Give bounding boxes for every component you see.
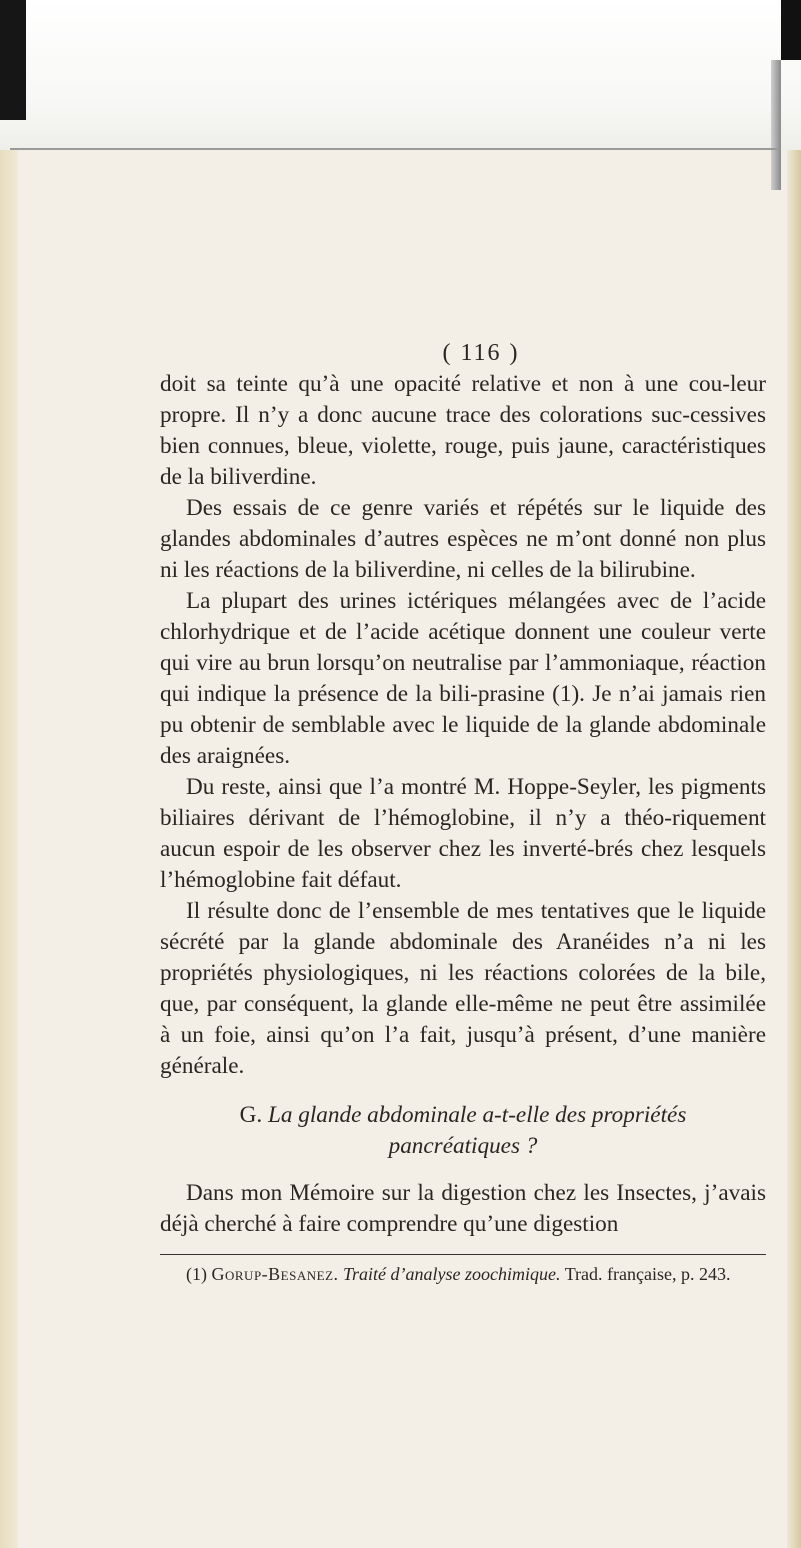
footnote — [160, 1263, 766, 1286]
paragraph-1: doit sa teinte qu’à une opacité relative et non à une cou-leur propre. Il n’y a donc aucune trace des colorations suc-cessives bien connues, bleue, violette, rouge, puis jaune, caractéristiques de la biliverdine. — [160, 371, 766, 490]
footnote-rest: Trad. française, p. 243. — [564, 1264, 731, 1284]
scan-artifact-right — [781, 0, 801, 60]
footnote-rule — [160, 1254, 766, 1255]
section-heading — [160, 1100, 766, 1162]
page-number: ( 116 ) — [442, 340, 520, 366]
page-top-edge — [10, 148, 780, 150]
section-title-line-2: pancréatiques ? — [388, 1133, 538, 1159]
book-page — [160, 340, 766, 1286]
closing-paragraph: Dans mon Mémoire sur la digestion chez les Insectes, j’avais déjà cherché à faire comprendre qu’une digestion — [160, 1180, 766, 1237]
paragraph-2: Des essais de ce genre variés et répétés sur le liquide des glandes abdominales d’autres espèces ne m’ont donné non plus ni les réactions de la biliverdine, ni celles de la bilirubine. — [160, 495, 766, 583]
footnote-marker: (1) — [186, 1264, 207, 1284]
scan-artifact-fold — [771, 60, 781, 190]
section-letter: G. — [239, 1102, 263, 1128]
footnote-title: Traité d’analyse zoochimique. — [343, 1264, 561, 1284]
paragraph-5: Il résulte donc de l’ensemble de mes tentatives que le liquide sécrété par la glande abdominale des Aranéides n’a ni les propriétés physiologiques, ni les réactions colorées de la bile, que, par conséquent, la glande elle-même ne peut être assimilée à un foie, ainsi qu’on l’a fait, jusqu’à présent, d’une manière générale. — [160, 898, 766, 1079]
paragraph-4: Du reste, ainsi que l’a montré M. Hoppe-Seyler, les pigments biliaires dérivant de l’hémoglobine, il n’y a théo-riquement aucun espoir de les observer chez les inverté-brés chez lesquels l’hémoglobine fait défaut. — [160, 774, 766, 893]
page-edge-right — [787, 150, 801, 1548]
paragraph-3: La plupart des urines ictériques mélangées avec de l’acide chlorhydrique et de l’acide acétique donnent une couleur verte qui vire au brun lorsqu’on neutralise par l’ammoniaque, réaction qui indique la présence de la bili-prasine (1). Je n’ai jamais rien pu obtenir de semblable avec le liquide de la glande abdominale des araignées. — [160, 588, 766, 769]
section-title-line-1: La glande abdominale a-t-elle des propriétés — [267, 1102, 687, 1128]
scan-artifact-left — [0, 0, 26, 120]
scan-top-margin — [0, 0, 801, 150]
page-edge-left — [0, 150, 18, 1548]
footnote-author: Gorup-Besanez. — [211, 1264, 339, 1284]
